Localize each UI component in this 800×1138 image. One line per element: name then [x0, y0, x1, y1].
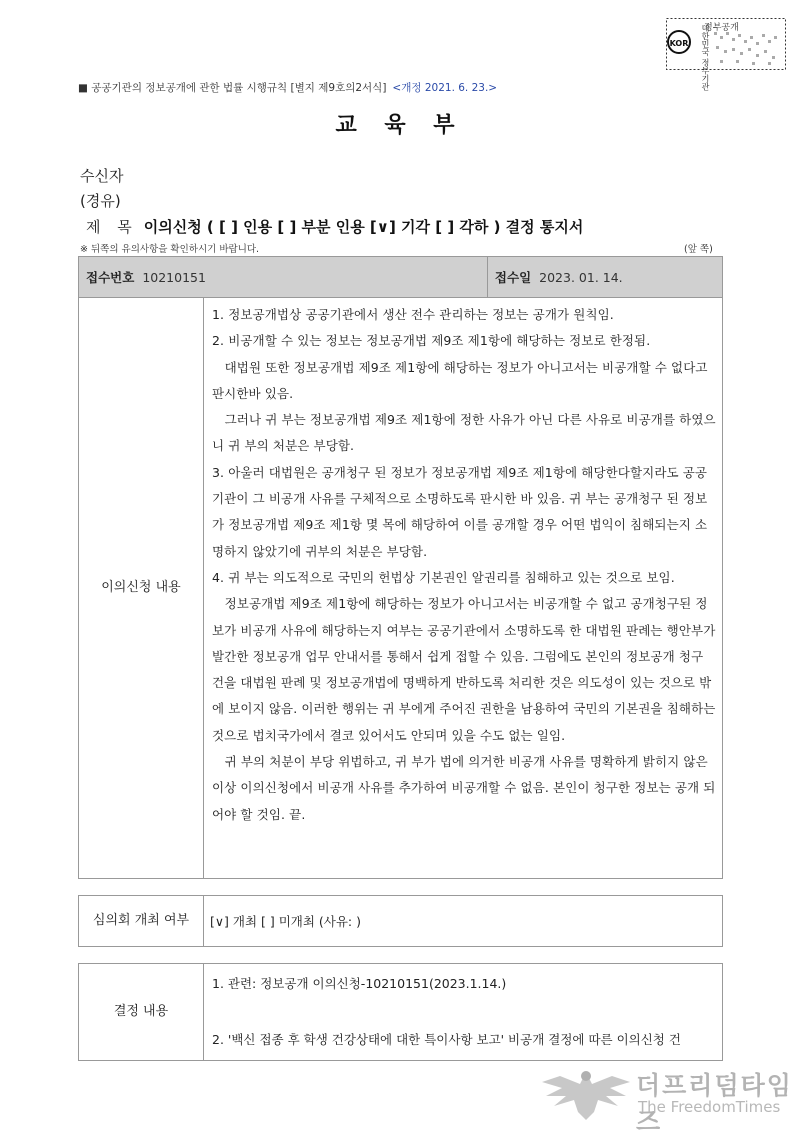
stamp-vertical-text: 대한민국 정부기관: [701, 24, 710, 91]
objection-paragraph: 2. 비공개할 수 있는 정보는 정보공개법 제9조 제1항에 해당하는 정보로 한정됨.: [212, 333, 651, 349]
objection-content: [204, 298, 723, 879]
receipt-number-cell: [79, 257, 488, 298]
subject-line: [86, 216, 583, 237]
subject-label: 제 목: [86, 218, 138, 236]
spacer-cell: [79, 947, 723, 964]
receipt-date-label: 접수일: [494, 270, 532, 285]
decision-content: [204, 964, 723, 1061]
objection-paragraph: 그러나 귀 부는 정보공개법 제9조 제1항에 정한 사유가 아닌 다른 사유로 비공개를 하였으니 귀 부의 처분은 부당함.: [212, 412, 716, 454]
receipt-row: [79, 257, 723, 298]
receipt-number: 10210151: [142, 270, 206, 285]
ministry-title: 교 육 부: [335, 113, 465, 138]
committee-value: [∨] 개최 [ ] 미개최 (사유: ): [204, 896, 723, 947]
objection-row: [79, 298, 723, 879]
stamp-brand: 정부공개: [704, 23, 739, 33]
revision-date: <개정 2021. 6. 23.>: [392, 82, 498, 94]
watermark-korean: 더프리덤타임즈: [636, 1071, 793, 1136]
decision-label: 결정 내용: [79, 964, 204, 1061]
svg-text:KOR: KOR: [669, 39, 689, 48]
receipt-date-cell: [487, 257, 722, 298]
notice-text: ※ 뒤쪽의 유의사항을 확인하시기 바랍니다.: [80, 244, 260, 255]
watermark-english: The FreedomTimes: [638, 1098, 781, 1116]
recipient-label: 수신자: [80, 167, 124, 185]
law-reference-line: [78, 80, 497, 95]
subject-value: 이의신청 ( [ ] 인용 [ ] 부분 인용 [∨] 기각 [ ] 각하 ) 결정 통지서: [143, 218, 584, 236]
via-label: (경유): [80, 192, 121, 210]
objection-paragraph: 3. 아울러 대법원은 공개청구 된 정보가 정보공개법 제9조 제1항에 해당한다할지라도 공공기관이 그 비공개 사유를 구체적으로 소명하도록 판시한 바 있음. 귀 부는 공개청구 된 정보가 정보공개법 제9조 제1항 몇 목에 해당하여 이를 공개할 경우 어떤 법익이 침해되는지 소명하지 않았기에 귀부의 처분은 부당함.: [212, 464, 708, 559]
objection-label: 이의신청 내용: [79, 298, 204, 879]
eagle-watermark-icon: [540, 1062, 632, 1122]
objection-paragraph: 1. 정보공개법상 공공기관에서 생산 전수 관리하는 정보는 공개가 원칙임.: [212, 307, 614, 322]
spacer-row: [79, 879, 723, 896]
spacer-row: [79, 947, 723, 964]
page-side: (앞 쪽): [684, 244, 713, 255]
objection-paragraph: 4. 귀 부는 의도적으로 국민의 헌법상 기본권인 알권리를 침해하고 있는 것으로 보임.: [212, 569, 675, 585]
committee-row: [79, 896, 723, 947]
law-reference: ■ 공공기관의 정보공개에 관한 법률 시행규칙 [별지 제9호의2서식]: [78, 82, 387, 94]
objection-paragraph: 귀 부의 처분이 부당 위법하고, 귀 부가 법에 의거한 비공개 사유를 명확하게 밝히지 않은 이상 이의신청에서 비공개 사유를 추가하여 비공개할 수 없음. 본인이 청구한 정보는 공개 되어야 할 것임. 끝.: [212, 754, 716, 822]
receipt-date: 2023. 01. 14.: [539, 270, 623, 285]
objection-paragraph: 정보공개법 제9조 제1항에 해당하는 정보가 아니고서는 비공개할 수 없고 공개청구된 정보가 비공개 사유에 해당하는지 여부는 공공기관에서 소명하도록 한 대법원 판례는 행안부가 발간한 정보공개 업무 안내서를 통해서 쉽게 접할 수 있음. 그럼에도 본인의 정보공개 청구 건을 대법원 판례 및 정보공개법에 명백하게 반하도록 처리한 것은 의도성이 있는 것으로 밖에 보이지 않음. 이러한 행위는 귀 부에게 주어진 권한을 남용하여 국민의 기본권을 침해하는 것으로 법치국가에서 결코 있어서도 안되며 있을 수도 없는 일임.: [212, 596, 716, 743]
decision-blank: [212, 998, 714, 1026]
decision-form-table: [78, 256, 723, 1061]
receipt-number-label: 접수번호: [86, 270, 135, 285]
committee-label: 심의회 개최 여부: [79, 896, 204, 947]
objection-paragraph: 대법원 또한 정보공개법 제9조 제1항에 해당하는 정보가 아니고서는 비공개할 수 없다고 판시한바 있음.: [212, 359, 708, 401]
spacer-cell: [79, 879, 723, 896]
decision-item: 2. '백신 접종 후 학생 건강상태에 대한 특이사항 보고' 비공개 결정에 따른 이의신청 건: [212, 1032, 681, 1047]
decision-row: [79, 964, 723, 1061]
decision-item: 1. 관련: 정보공개 이의신청-10210151(2023.1.14.): [212, 976, 507, 991]
